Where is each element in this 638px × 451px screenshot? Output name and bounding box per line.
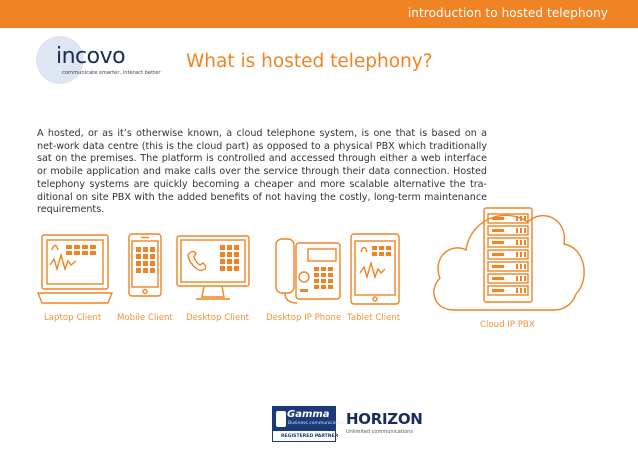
- laptop-icon: [36, 233, 114, 309]
- ip-phone-icon: [274, 233, 342, 305]
- desktop-monitor-icon: [176, 235, 250, 305]
- mobile-phone-icon: [128, 233, 162, 297]
- label-desktop-ip-phone: Desktop IP Phone: [266, 313, 342, 323]
- label-cloud-ip-pbx: Cloud IP PBX: [480, 320, 535, 330]
- label-tablet-client: Tablet Client: [347, 313, 401, 323]
- cloud-server-icon: [426, 198, 590, 318]
- banner-title: introduction to hosted telephony: [407, 6, 608, 20]
- gamma-wordmark: Gamma: [287, 409, 330, 420]
- horizon-subtitle: Unlimited communications: [346, 429, 413, 435]
- label-laptop-client: Laptop Client: [44, 313, 102, 323]
- logo-tagline: communicate smarter, interact better: [62, 70, 161, 76]
- label-desktop-client: Desktop Client: [186, 313, 250, 323]
- incovo-logo: [36, 36, 161, 84]
- page-title: What is hosted telephony?: [186, 51, 433, 72]
- label-mobile-client: Mobile Client: [117, 313, 173, 323]
- gamma-mark-icon: [276, 411, 286, 427]
- header-banner: [0, 0, 638, 28]
- intro-paragraph: A hosted, or as it’s otherwise known, a cloud telephone system, is one that is based on a net-work data centre (this is the cloud part) as opposed to a physical PBX which traditionally sat on the premises. The platform is controlled and accessed through either a web interface or mobile application and make calls over the service through their data connection. Hosted telephony systems are quickly becoming a cheaper and more scalable alternative the tra-ditional on site PBX with the added benefits of not having the costly, long-term maintenance requirements.: [37, 128, 487, 216]
- horizon-logo: [346, 410, 423, 435]
- logo-wordmark: incovo: [56, 44, 126, 69]
- gamma-subtitle: Business communications: [288, 421, 347, 426]
- horizon-wordmark: HORIZON: [346, 410, 423, 428]
- gamma-logo: [272, 406, 347, 442]
- gamma-badge: REGISTERED PARTNER: [281, 434, 339, 439]
- tablet-icon: [350, 233, 400, 305]
